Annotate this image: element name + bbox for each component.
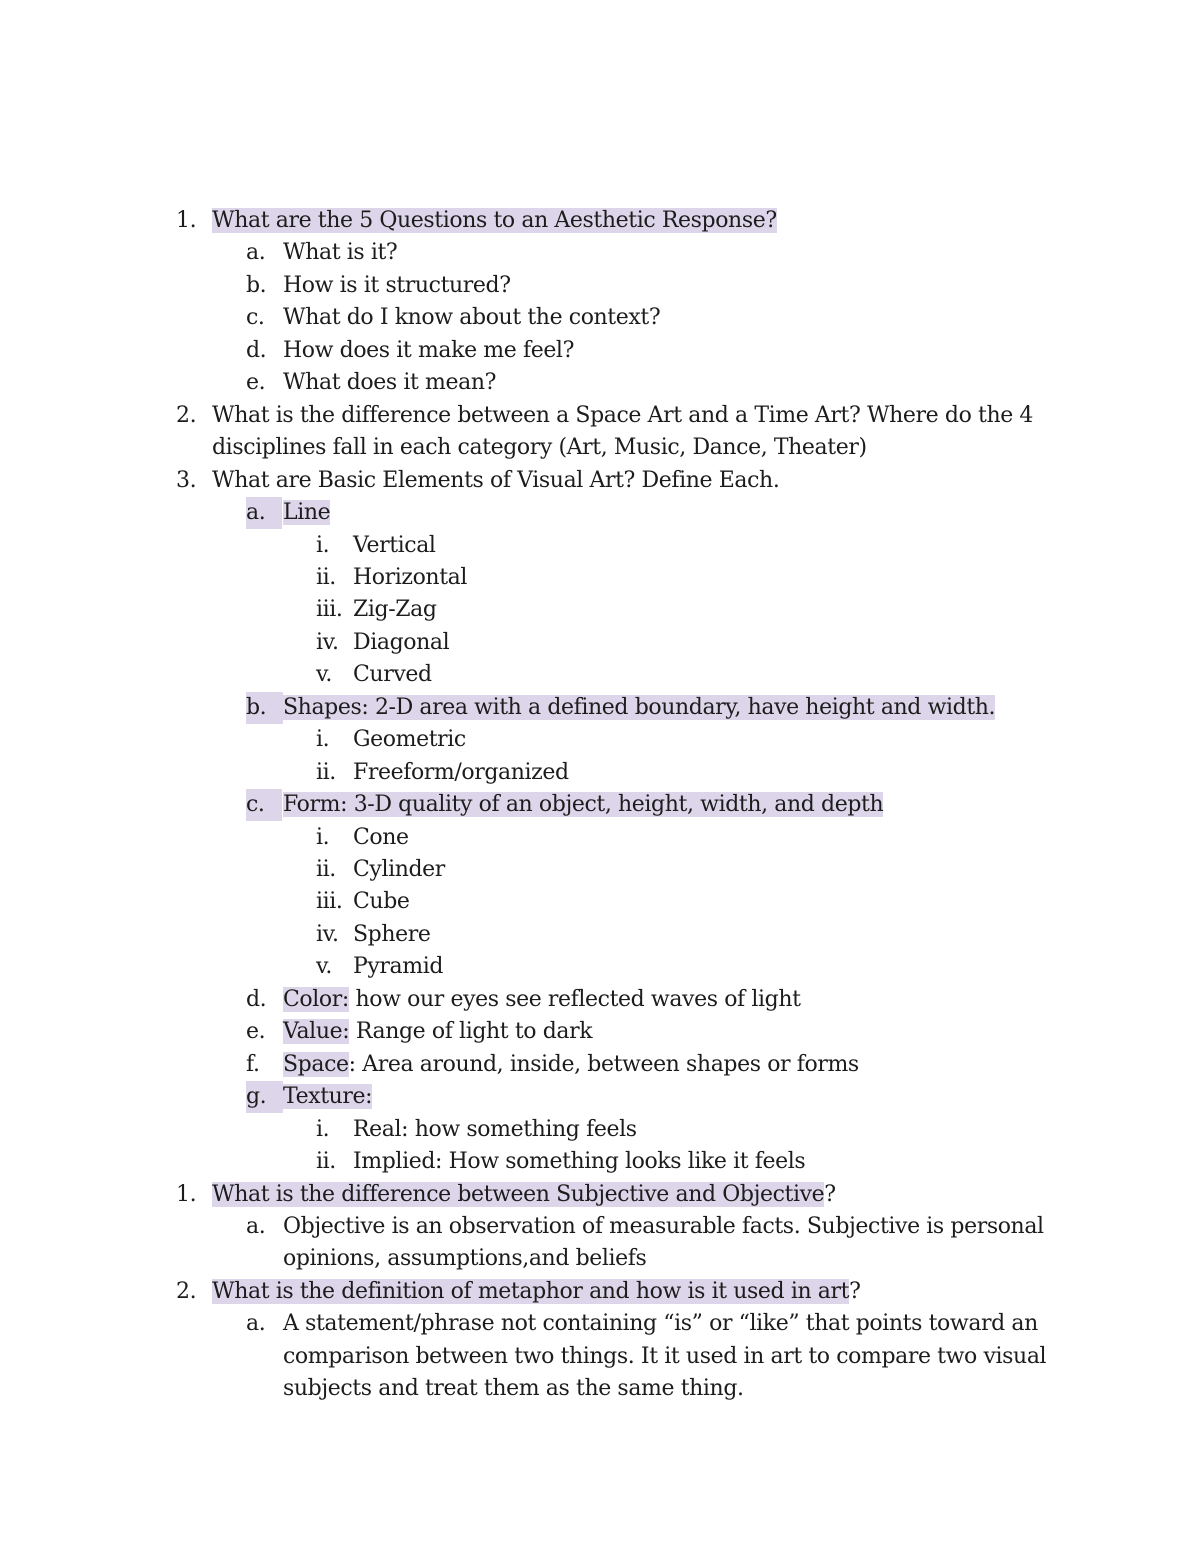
list-line [0, 367, 1200, 399]
text-segment: how our eyes see reflected waves of light [348, 986, 801, 1012]
list-item-text [283, 367, 496, 399]
list-marker: ii. [316, 564, 336, 590]
list-line [0, 692, 1200, 724]
highlighted-text: Value: [283, 1019, 350, 1045]
text-segment: What are Basic Elements of Visual Art? Define Each. [212, 467, 780, 493]
list-line [0, 432, 1200, 464]
list-item-text [283, 1049, 859, 1081]
text-segment: Vertical [353, 532, 436, 558]
list-line [0, 627, 1200, 659]
list-item-text [283, 1373, 744, 1405]
list-item-text [212, 400, 1033, 432]
list-item-text [283, 335, 574, 367]
text-segment: How does it make me feel? [283, 337, 574, 363]
list-item-text [353, 1146, 805, 1178]
list-line [0, 1341, 1200, 1373]
list-item-text [283, 692, 995, 724]
highlighted-text: What is the difference between Subjective and Objective [212, 1181, 825, 1207]
list-marker: ii. [316, 857, 336, 882]
list-item-text [353, 627, 449, 659]
list-marker: v. [316, 662, 333, 688]
list-item-text [353, 951, 443, 983]
list-marker: iii. [316, 889, 343, 915]
list-marker: b. [246, 692, 283, 724]
list-item-text [283, 237, 397, 269]
text-segment: What is the difference between a Space Art and a Time Art? Where do the 4 [212, 402, 1034, 428]
highlighted-text: Texture: [283, 1084, 373, 1110]
list-item-text [283, 984, 801, 1016]
text-segment: Horizontal [353, 564, 467, 590]
list-item-text [283, 302, 660, 334]
text-segment: What does it mean? [283, 370, 496, 396]
list-line [0, 1179, 1200, 1211]
list-line [0, 562, 1200, 594]
list-line [0, 984, 1200, 1016]
list-marker: i. [316, 727, 330, 753]
list-line [0, 757, 1200, 789]
list-marker: g. [246, 1081, 283, 1113]
list-item-text [353, 886, 410, 918]
list-item-text [283, 1243, 646, 1275]
text-segment: : Area around, inside, between shapes or forms [348, 1051, 859, 1077]
list-item-text [353, 594, 437, 626]
list-marker: i. [316, 532, 330, 558]
list-marker: d. [246, 337, 267, 363]
text-segment: Geometric [353, 727, 466, 753]
text-segment: ? [824, 1181, 836, 1207]
list-line [0, 789, 1200, 821]
list-marker: v. [316, 954, 333, 980]
list-item-text [353, 562, 467, 594]
text-segment: Real: how something feels [353, 1116, 637, 1142]
list-line [0, 724, 1200, 756]
list-item-text [353, 919, 430, 951]
highlighted-text: What is the definition of metaphor and how is it used in art [212, 1278, 850, 1304]
highlighted-text: Shapes: 2-D area with a defined boundary, have height and width. [283, 694, 996, 720]
list-line [0, 237, 1200, 269]
list-line [0, 302, 1200, 334]
list-line [0, 335, 1200, 367]
list-line [0, 1146, 1200, 1178]
text-segment: comparison between two things. It it used in art to compare two visual [283, 1343, 1047, 1369]
list-item-text [212, 205, 777, 237]
list-line [0, 1211, 1200, 1243]
highlighted-text: Line [283, 500, 331, 526]
list-line [0, 497, 1200, 529]
text-segment: Freeform/organized [353, 759, 569, 785]
list-item-text [212, 465, 779, 497]
list-line [0, 886, 1200, 918]
text-segment: Diagonal [353, 629, 450, 655]
text-segment: Pyramid [353, 954, 444, 980]
list-marker: ii. [316, 759, 336, 785]
text-segment: disciplines fall in each category (Art, Music, Dance, Theater) [212, 435, 867, 461]
text-segment: Curved [353, 662, 432, 688]
list-item-text [212, 432, 867, 464]
list-marker: iv. [316, 921, 339, 947]
list-marker: c. [246, 305, 265, 331]
list-marker: iii. [316, 597, 343, 623]
list-marker: b. [246, 272, 267, 298]
list-item-text [353, 757, 569, 789]
list-line [0, 1114, 1200, 1146]
list-line [0, 465, 1200, 497]
list-item-text [212, 1276, 861, 1308]
highlighted-text: Form: 3-D quality of an object, height, width, and depth [283, 792, 884, 818]
list-line [0, 1373, 1200, 1405]
text-segment: How is it structured? [283, 272, 511, 298]
list-marker: d. [246, 986, 267, 1012]
list-marker: iv. [316, 629, 339, 655]
list-marker: a. [246, 1311, 266, 1337]
list-line [0, 530, 1200, 562]
list-line [0, 400, 1200, 432]
list-item-text [283, 270, 511, 302]
list-marker: a. [246, 1213, 266, 1239]
list-line [0, 1308, 1200, 1340]
list-item-text [283, 497, 330, 529]
list-marker: ii. [316, 1149, 336, 1175]
list-line [0, 1049, 1200, 1081]
list-line [0, 1243, 1200, 1275]
list-marker: a. [246, 497, 282, 529]
list-marker: a. [246, 240, 266, 266]
list-item-text [283, 789, 883, 821]
list-marker: 2. [176, 402, 197, 428]
list-line [0, 1081, 1200, 1113]
text-segment: Implied: How something looks like it feels [353, 1149, 806, 1175]
list-item-text [283, 1341, 1046, 1373]
text-segment: A statement/phrase not containing “is” or “like” that points toward an [283, 1311, 1038, 1337]
list-item-text [283, 1211, 1044, 1243]
text-segment: Objective is an observation of measurable facts. Subjective is personal [283, 1213, 1044, 1239]
list-line [0, 594, 1200, 626]
list-marker: 1. [176, 208, 197, 233]
list-item-text [353, 530, 436, 562]
text-segment: Cylinder [353, 857, 445, 882]
list-line [0, 854, 1200, 886]
highlighted-text: Color: [283, 986, 349, 1012]
text-segment: Range of light to dark [349, 1019, 593, 1045]
list-item-text [353, 1114, 637, 1146]
list-line [0, 1276, 1200, 1308]
list-item-text [353, 724, 466, 756]
list-line [0, 659, 1200, 691]
text-segment: Sphere [353, 921, 431, 947]
list-line [0, 1016, 1200, 1048]
text-segment: Zig-Zag [353, 597, 437, 623]
text-segment: ? [849, 1278, 861, 1304]
list-marker: e. [246, 1019, 266, 1045]
highlighted-text: What are the 5 Questions to an Aesthetic Response? [212, 208, 777, 233]
list-line [0, 951, 1200, 983]
list-item-text [353, 854, 445, 886]
list-line [0, 919, 1200, 951]
list-item-text [283, 1308, 1038, 1340]
list-line [0, 270, 1200, 302]
list-marker: e. [246, 370, 266, 396]
text-segment: Cone [353, 824, 409, 850]
list-line [0, 205, 1200, 237]
text-segment: What is it? [283, 240, 398, 266]
text-segment: subjects and treat them as the same thing. [283, 1376, 744, 1402]
list-line [0, 822, 1200, 854]
list-marker: 2. [176, 1278, 197, 1304]
list-item-text [353, 659, 432, 691]
text-segment: What do I know about the context? [283, 305, 661, 331]
list-item-text [283, 1081, 372, 1113]
highlighted-text: Space [283, 1051, 349, 1077]
list-marker: i. [316, 824, 330, 850]
list-item-text [283, 1016, 592, 1048]
text-segment: Cube [353, 889, 410, 915]
list-item-text [212, 1179, 836, 1211]
text-segment: opinions, assumptions,and beliefs [283, 1246, 647, 1272]
list-marker: 1. [176, 1181, 197, 1207]
list-marker: f. [246, 1051, 260, 1077]
list-item-text [353, 822, 409, 854]
list-marker: 3. [176, 467, 197, 493]
list-marker: i. [316, 1116, 330, 1142]
list-marker: c. [246, 789, 282, 821]
